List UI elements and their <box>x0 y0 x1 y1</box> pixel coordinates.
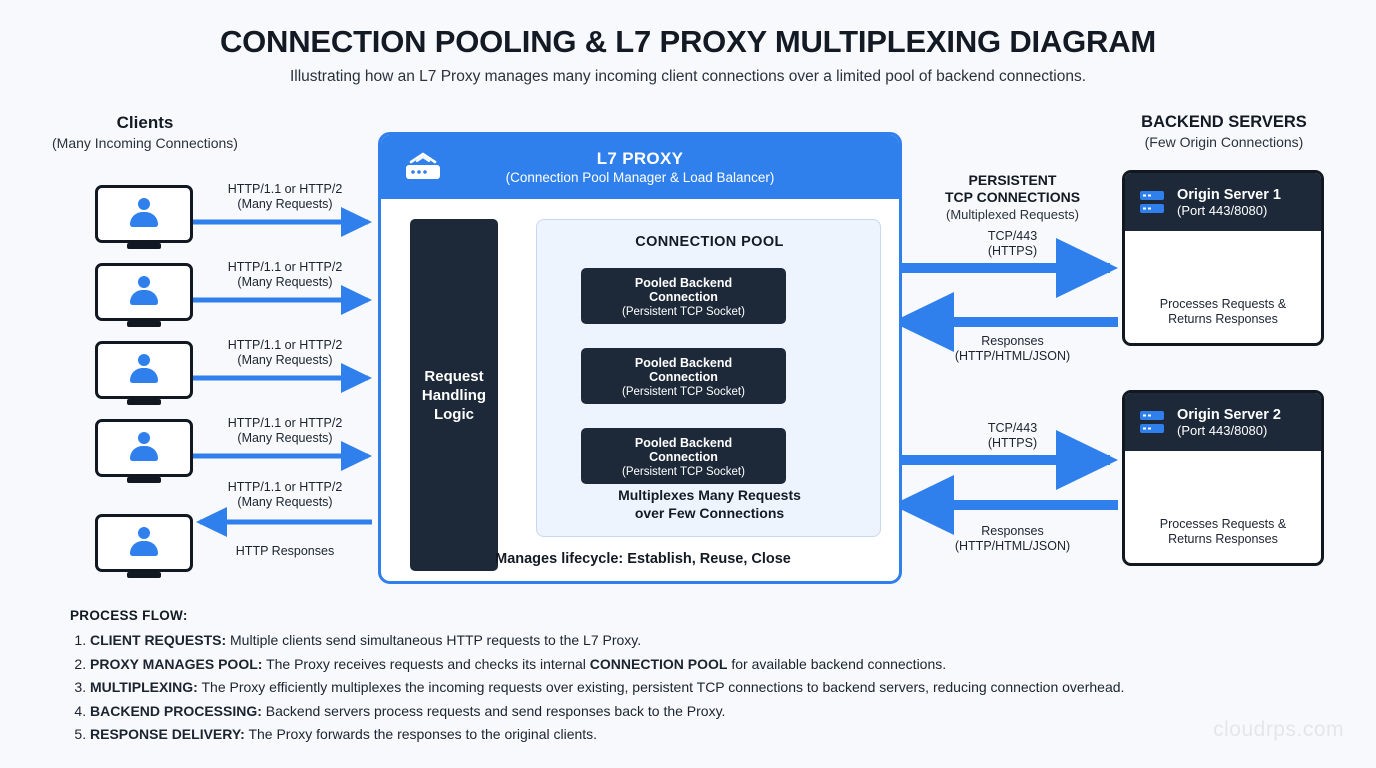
client-link-detail-1: (Many Requests) <box>237 197 333 211</box>
origin-server-2-body-line1: Processes Requests & <box>1159 517 1287 531</box>
pool-footer-line-1: Multiplexes Many Requests <box>618 487 801 503</box>
client-link-detail-3: (Many Requests) <box>237 353 333 367</box>
client-link-protocol-4: HTTP/1.1 or HTTP/2 <box>227 416 343 430</box>
origin-server-1[interactable] <box>1122 170 1324 346</box>
origin-server-1-body <box>1125 231 1321 343</box>
client-link-label-5 <box>200 480 370 510</box>
user-icon <box>127 275 161 309</box>
pool-footer-line-2: over Few Connections <box>634 505 785 521</box>
client-response-label: HTTP Responses <box>235 544 335 558</box>
proxy-appliance-icon <box>403 151 443 183</box>
step-2-label: PROXY MANAGES POOL: <box>90 655 263 672</box>
persistent-connections-label <box>910 172 1115 222</box>
origin-server-1-ports: (Port 443/8080) <box>1177 202 1268 218</box>
pooled-1-line1: Pooled Backend <box>634 276 733 290</box>
process-flow-step-2 <box>90 653 1310 677</box>
clients-column-title: Clients <box>116 113 174 132</box>
downstream-1-line2: (HTTP/HTML/JSON) <box>954 349 1071 363</box>
process-flow-step-4 <box>90 700 1310 724</box>
downstream-label-2 <box>935 524 1090 554</box>
upstream-2-line1: TCP/443 <box>987 421 1038 435</box>
origin-server-1-header <box>1125 173 1321 231</box>
client-link-detail-2: (Many Requests) <box>237 275 333 289</box>
pooled-3-line1: Pooled Backend <box>634 436 733 450</box>
client-link-detail-4: (Many Requests) <box>237 431 333 445</box>
step-2-strong: CONNECTION POOL <box>589 655 728 672</box>
step-2-text: The Proxy receives requests and checks its internal <box>262 655 590 672</box>
client-link-protocol-3: HTTP/1.1 or HTTP/2 <box>227 338 343 352</box>
backend-column-subtitle: (Few Origin Connections) <box>1144 134 1304 150</box>
pooled-1-sub: (Persistent TCP Socket) <box>622 306 745 318</box>
watermark: cloudrps.com <box>1213 718 1344 741</box>
pooled-2-line2: Connection <box>649 370 718 384</box>
pooled-3-line2: Connection <box>649 450 718 464</box>
pooled-3-sub: (Persistent TCP Socket) <box>622 466 745 478</box>
pooled-connection-3[interactable] <box>581 428 786 484</box>
pooled-2-sub: (Persistent TCP Socket) <box>622 386 745 398</box>
downstream-label-1 <box>935 334 1090 364</box>
upstream-1-line2: (HTTPS) <box>987 244 1038 258</box>
origin-server-1-body-line2: Returns Responses <box>1168 312 1278 326</box>
process-flow <box>70 608 1310 747</box>
client-device-4[interactable] <box>95 419 193 477</box>
upstream-2-line2: (HTTPS) <box>987 436 1038 450</box>
client-device-5[interactable] <box>95 514 193 572</box>
proxy-header <box>381 135 899 199</box>
clients-column-header <box>20 113 270 151</box>
backend-column-header <box>1096 113 1352 150</box>
client-link-protocol-5: HTTP/1.1 or HTTP/2 <box>227 480 343 494</box>
persistent-sub: (Multiplexed Requests) <box>946 207 1079 222</box>
upstream-label-1 <box>935 229 1090 259</box>
step-3-text: The Proxy efficiently multiplexes the incoming requests over existing, persistent TCP connections to backend servers, reducing connection overhead. <box>197 679 1125 695</box>
client-link-protocol-1: HTTP/1.1 or HTTP/2 <box>227 182 343 196</box>
persistent-line-1: PERSISTENT <box>968 172 1057 188</box>
process-flow-heading: PROCESS FLOW: <box>70 608 188 623</box>
rhl-line-1: Request <box>424 367 484 385</box>
client-link-label-3 <box>200 338 370 368</box>
client-device-3[interactable] <box>95 341 193 399</box>
upstream-1-line1: TCP/443 <box>987 229 1038 243</box>
origin-server-2-ports: (Port 443/8080) <box>1177 422 1268 438</box>
server-icon <box>1137 187 1167 217</box>
connection-pool <box>536 219 881 537</box>
step-1-text: Multiple clients send simultaneous HTTP requests to the L7 Proxy. <box>226 632 642 648</box>
downstream-2-line1: Responses <box>981 524 1044 538</box>
server-icon <box>1137 407 1167 437</box>
process-flow-step-3 <box>90 676 1310 700</box>
persistent-line-2: TCP CONNECTIONS <box>944 189 1081 205</box>
pool-footer <box>537 486 882 522</box>
user-icon <box>127 197 161 231</box>
process-flow-list <box>70 629 1310 747</box>
client-link-label-4 <box>200 416 370 446</box>
proxy-footer: Manages lifecycle: Establish, Reuse, Close <box>495 551 791 567</box>
origin-server-1-name: Origin Server 1 <box>1177 186 1281 203</box>
process-flow-step-1 <box>90 629 1310 653</box>
proxy-subtitle: (Connection Pool Manager & Load Balancer) <box>505 170 775 185</box>
client-link-protocol-2: HTTP/1.1 or HTTP/2 <box>227 260 343 274</box>
backend-column-title: BACKEND SERVERS <box>1141 113 1307 131</box>
client-link-detail-5: (Many Requests) <box>237 495 333 509</box>
upstream-label-2 <box>935 421 1090 451</box>
origin-server-2-body-line2: Returns Responses <box>1168 532 1278 546</box>
origin-server-2-body <box>1125 451 1321 563</box>
step-5-text: The Proxy forwards the responses to the original clients. <box>244 726 598 742</box>
step-1-label: CLIENT REQUESTS: <box>90 632 227 648</box>
clients-column-subtitle: (Many Incoming Connections) <box>52 135 238 151</box>
step-4-label: BACKEND PROCESSING: <box>90 702 262 719</box>
proxy-title: L7 PROXY <box>596 149 684 168</box>
client-device-1[interactable] <box>95 185 193 243</box>
pooled-connection-1[interactable] <box>581 268 786 324</box>
user-icon <box>127 353 161 387</box>
l7-proxy-box <box>378 132 902 584</box>
request-handling-logic[interactable] <box>410 219 498 571</box>
page-title: CONNECTION POOLING & L7 PROXY MULTIPLEXING DIAGRAM <box>219 24 1157 59</box>
client-link-label-1 <box>200 182 370 212</box>
pooled-1-line2: Connection <box>649 290 718 304</box>
step-3-label: MULTIPLEXING: <box>90 679 198 695</box>
origin-server-2-name: Origin Server 2 <box>1177 406 1281 423</box>
pooled-2-line1: Pooled Backend <box>634 356 733 370</box>
client-device-2[interactable] <box>95 263 193 321</box>
origin-server-1-body-line1: Processes Requests & <box>1159 297 1287 311</box>
rhl-line-3: Logic <box>433 405 474 423</box>
page-subtitle: Illustrating how an L7 Proxy manages many incoming client connections over a limited pool of backend connections. <box>289 68 1087 85</box>
rhl-line-2: Handling <box>421 386 487 404</box>
downstream-2-line2: (HTTP/HTML/JSON) <box>954 539 1071 553</box>
client-link-label-2 <box>200 260 370 290</box>
step-5-label: RESPONSE DELIVERY: <box>90 726 245 742</box>
user-icon <box>127 431 161 465</box>
user-icon <box>127 526 161 560</box>
connection-pool-title: CONNECTION POOL <box>635 234 784 250</box>
origin-server-2-header <box>1125 393 1321 451</box>
origin-server-2[interactable] <box>1122 390 1324 566</box>
pooled-connection-2[interactable] <box>581 348 786 404</box>
step-2-text-2: for available backend connections. <box>727 655 947 672</box>
downstream-1-line1: Responses <box>981 334 1044 348</box>
step-4-text: Backend servers process requests and send responses back to the Proxy. <box>261 702 726 719</box>
process-flow-step-5 <box>90 723 1310 747</box>
